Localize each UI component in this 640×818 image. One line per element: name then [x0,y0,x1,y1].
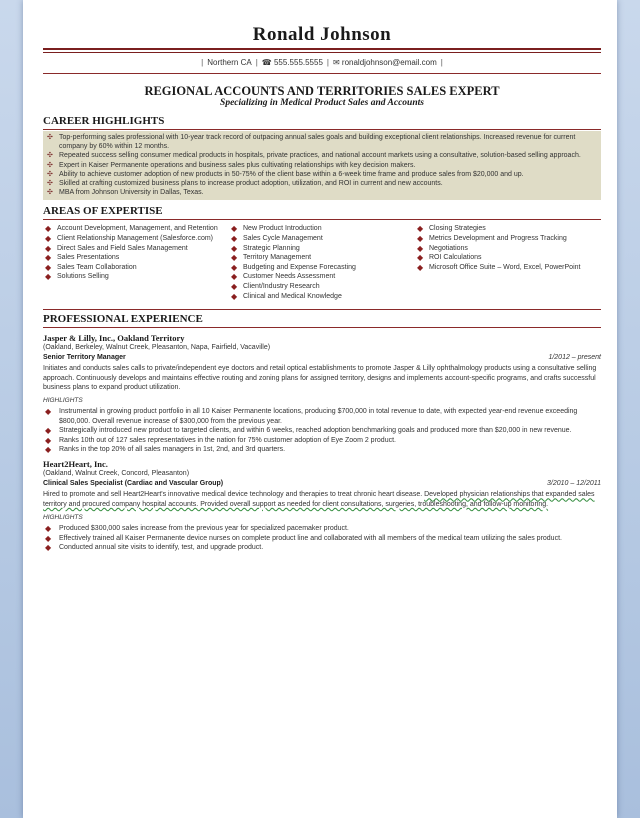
job-highlights-list [43,407,601,454]
list-item-text: Expert in Kaiser Permanente operations and business sales plus cultivating relationships with key decision makers. [59,161,416,169]
job-highlights-list [43,524,601,552]
list-item [43,543,601,552]
phone-text: 555.555.5555 [273,58,323,67]
diamond-bullet-icon: ◆ [45,435,52,445]
section-divider [43,327,601,328]
contact-line: | Northern CA | ☎ 555.555.5555 | ✉ ronaldjohnson@email.com | [201,58,443,67]
list-item [415,263,601,273]
resume-subheadline: Specializing in Medical Product Sales and Accounts [220,98,424,108]
list-item-text: Sales Presentations [57,254,120,262]
job-dates: 1/2012 – present [548,354,601,362]
list-item [415,224,601,234]
diamond-bullet-icon: ◆ [45,524,52,534]
diamond-bullet-icon: ◆ [231,224,238,234]
list-item [229,282,415,292]
diamond-bullet-icon: ◆ [417,224,424,234]
job-description-text: Hired to promote and sell Heart2Heart's innovative medical device technology and therapies to treat chronic heart disease. [43,491,423,499]
list-item-text: Negotiations [429,244,468,252]
diamond-bullet-icon: ◆ [231,253,238,263]
list-item [43,224,229,234]
list-item-text: Client Relationship Management (Salesforce.com) [57,235,214,243]
list-item [47,179,595,188]
job-title-row [43,480,601,490]
diamond-bullet-icon: ◆ [45,426,52,436]
list-item-text: Strategic Planning [243,244,300,252]
diamond-bullet-icon: ◆ [45,234,52,244]
diamond-bullet-icon: ◆ [45,445,52,455]
list-item [43,445,601,454]
list-item-text: Metrics Development and Progress Tracking [429,235,567,243]
diamond-bullet-icon: ◆ [231,262,238,272]
list-item [415,244,601,254]
list-item [229,244,415,254]
resume-headline: REGIONAL ACCOUNTS AND TERRITORIES SALES EXPERT [144,84,500,98]
list-item [415,253,601,263]
list-item-text: ROI Calculations [429,254,482,262]
list-item-text: Ranks in the top 20% of all sales managers in 1st, 2nd, and 3rd quarters. [59,446,286,454]
diamond-bullet-icon: ◆ [45,253,52,263]
diamond-bullet-icon: ◆ [45,407,52,417]
job-highlights-label: HIGHLIGHTS [43,397,83,405]
job-description-marked-text: Developed physician relationships that expanded sales territory and procured company hospital accounts. Provided overall support as needed for client consultations, surgeries, troubleshooting, and follow-up monitoring. [43,491,595,508]
list-item-text: Microsoft Office Suite – Word, Excel, PowerPoint [429,263,581,271]
career-highlights-title: CAREER HIGHLIGHTS [43,115,165,127]
list-item-text: Client/Industry Research [243,282,320,290]
list-item [229,253,415,263]
diamond-bullet-icon: ◆ [231,281,238,291]
star-bullet-icon: ✣ [47,170,53,178]
list-item-text: Budgeting and Expense Forecasting [243,263,356,271]
expertise-column-1 [43,224,229,301]
list-item [47,151,595,160]
list-item [47,188,595,197]
diamond-bullet-icon: ◆ [45,543,52,553]
list-item-text: Customer Needs Assessment [243,273,336,281]
list-item [47,161,595,170]
list-item [47,170,595,179]
diamond-bullet-icon: ◆ [45,533,52,543]
job-dates: 3/2010 – 12/2011 [547,480,601,488]
section-divider [43,219,601,220]
list-item-text: Strategically introduced new product to targeted clients, and within 6 weeks, reached adoption benchmarking goals and produced more than $20,000 in new revenue. [59,427,572,435]
list-item [43,244,229,254]
list-item-text: Produced $300,000 sales increase from the previous year for specialized pacemaker product. [59,525,349,533]
list-item [43,426,601,435]
expertise-column-2 [229,224,415,301]
list-item-text: Skilled at crafting customized business plans to increase product adoption, utilization, and ROI in current and new accounts. [59,180,443,188]
diamond-bullet-icon: ◆ [231,272,238,282]
list-item [43,272,229,282]
job-description: Initiates and conducts sales calls to private/independent eye doctors and retail optical establishments to promote Jasper & Lilly ophthalmology products using a consultative selling approach. Continuously develops and maintains effective routing and zoning plans for assigned territory, designs and implements account-specific programs, and crafts successful business plans to expand product utilization. [43,365,597,391]
email-text[interactable]: ronaldjohnson@email.com [341,58,437,67]
diamond-bullet-icon: ◆ [45,243,52,253]
list-item-text: Account Development, Management, and Retention [57,225,218,233]
phone-icon: ☎ [261,58,272,67]
diamond-bullet-icon: ◆ [231,234,238,244]
diamond-bullet-icon: ◆ [231,243,238,253]
job-locations: (Oakland, Berkeley, Walnut Creek, Pleasanton, Napa, Fairfield, Vacaville) [43,344,271,352]
list-item [43,524,601,533]
list-item-text: Closing Strategies [429,225,486,233]
list-item-text: Territory Management [243,254,312,262]
star-bullet-icon: ✣ [47,134,53,141]
diamond-bullet-icon: ◆ [45,224,52,234]
list-item [229,224,415,234]
list-item-text: Sales Cycle Management [243,235,323,243]
diamond-bullet-icon: ◆ [417,234,424,244]
career-highlights-list [43,131,601,200]
header-divider [43,48,601,53]
email-icon: ✉ [332,58,340,67]
candidate-name: Ronald Johnson [252,24,392,45]
diamond-bullet-icon: ◆ [45,272,52,282]
list-item-text: Direct Sales and Field Sales Management [57,244,188,252]
list-item [43,253,229,263]
star-bullet-icon: ✣ [47,189,53,197]
list-item [229,263,415,273]
list-item [43,436,601,445]
diamond-bullet-icon: ◆ [231,291,238,301]
list-item-text: Clinical and Medical Knowledge [243,292,342,300]
list-item-text: New Product Introduction [243,225,322,233]
job-description [43,490,601,509]
diamond-bullet-icon: ◆ [417,243,424,253]
list-item-text: Ability to achieve customer adoption of new products in 50-75% of the client base within a 6-week time frame and produce sales from $20,000 and up. [59,170,524,178]
section-divider [43,129,601,130]
contact-divider [43,73,601,74]
list-item-text: MBA from Johnson University in Dallas, Texas. [59,189,204,197]
expertise-grid [43,224,601,301]
list-item-text: Effectively trained all Kaiser Permanente device nurses on complete product line and collaborated with all members of the medical team utilizing the sales product. [59,534,562,542]
list-item-text: Sales Team Collaboration [57,263,137,271]
section-divider [43,309,601,310]
job-company: Heart2Heart, Inc. [43,459,108,470]
list-item [43,234,229,244]
experience-title: PROFESSIONAL EXPERIENCE [43,313,203,326]
list-item [43,263,229,273]
list-item [43,407,601,426]
list-item [229,272,415,282]
diamond-bullet-icon: ◆ [45,262,52,272]
location-text: Northern CA [207,58,252,67]
star-bullet-icon: ✣ [47,180,53,188]
job-entry [43,459,601,552]
job-company: Jasper & Lilly, Inc., Oakland Territory [43,333,185,344]
diamond-bullet-icon: ◆ [417,253,424,263]
list-item-text: Repeated success selling consumer medical products in hospitals, private practices, and national account markets using a consultative, solution-based selling approach. [59,152,581,160]
list-item [229,234,415,244]
list-item-text: Conducted annual site visits to identify, test, and upgrade product. [59,544,264,552]
expertise-column-3 [415,224,601,301]
diamond-bullet-icon: ◆ [417,262,424,272]
list-item [43,534,601,543]
list-item-text: Top-performing sales professional with 10-year track record of outpacing annual sales goals and building exceptional client relationships. Increased revenue for current company by 60% within 12 months. [59,134,576,151]
star-bullet-icon: ✣ [47,161,53,169]
expertise-title: AREAS OF EXPERTISE [43,205,163,218]
list-item [415,234,601,244]
star-bullet-icon: ✣ [47,152,53,160]
job-title-row [43,354,601,364]
job-title: Clinical Sales Specialist (Cardiac and Vascular Group) [43,480,224,488]
list-item [229,292,415,302]
list-item-text: Solutions Selling [57,273,109,281]
job-entry [43,333,601,454]
list-item-text: Ranks 10th out of 127 sales representatives in the nation for 75% customer adoption of Eye Zoom 2 product. [59,436,396,444]
list-item-text: Instrumental in growing product portfolio in all 10 Kaiser Permanente locations, producing $700,000 in total revenue to date, with expected year-end revenue exceeding $800,000. Overall revenue increase of $300,000 from the previous year. [59,408,578,425]
resume-page [23,0,617,818]
job-highlights-label: HIGHLIGHTS [43,514,83,522]
list-item [47,133,595,151]
job-locations: (Oakland, Walnut Creek, Concord, Pleasanton) [43,470,190,478]
job-title: Senior Territory Manager [43,354,126,362]
